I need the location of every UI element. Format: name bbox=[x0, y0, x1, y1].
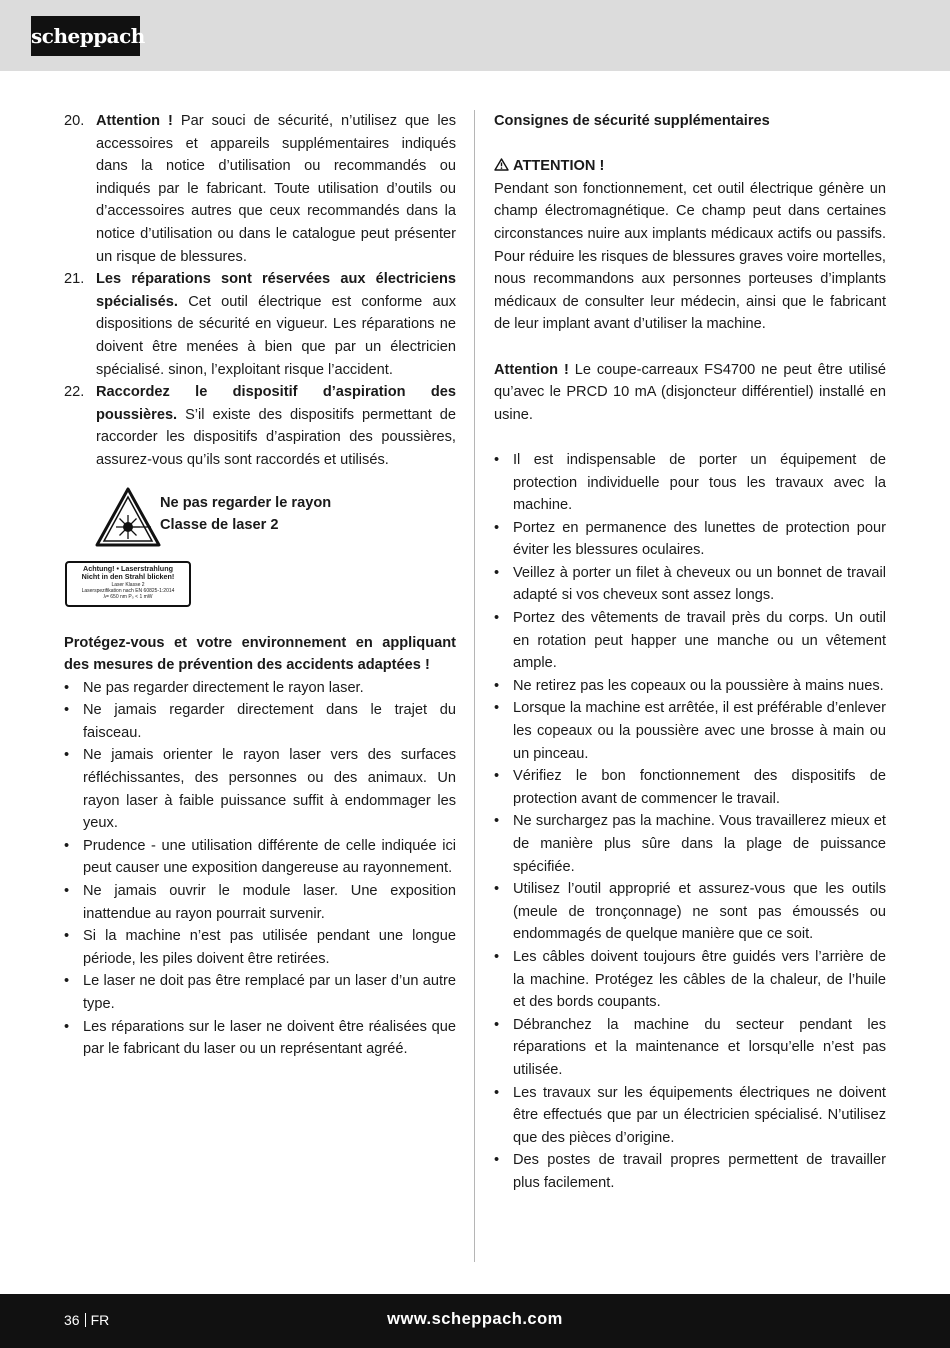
list-item bbox=[494, 697, 886, 765]
laser-warning-icon bbox=[95, 487, 161, 547]
bullet-icon: • bbox=[64, 702, 70, 719]
warning-label: ATTENTION ! bbox=[513, 158, 605, 175]
numbered-item-21 bbox=[64, 268, 456, 381]
bullet-icon: • bbox=[494, 700, 500, 717]
laser-caption-line-2: Classe de laser 2 bbox=[160, 517, 279, 534]
laser-class-label bbox=[65, 561, 191, 607]
left-column bbox=[64, 110, 456, 1061]
laser-safety-list bbox=[64, 677, 456, 1061]
laser-label-line-4: Laserspezifikation nach EN 60825-1:2014 bbox=[81, 587, 175, 594]
page-header bbox=[0, 0, 950, 71]
list-item-text: Portez des vêtements de travail près du corps. Un outil en rotation peut happer une manche ou un vêtement ample. bbox=[513, 610, 886, 672]
bullet-icon: • bbox=[494, 1152, 500, 1169]
list-item bbox=[494, 946, 886, 1014]
bullet-icon: • bbox=[494, 677, 500, 694]
page-footer bbox=[0, 1294, 950, 1348]
section-heading bbox=[494, 110, 886, 133]
bullet-icon: • bbox=[64, 883, 70, 900]
scheppach-logo: scheppach bbox=[31, 16, 140, 56]
list-item bbox=[64, 835, 456, 880]
bullet-icon: • bbox=[494, 813, 500, 830]
list-item-text: Ne jamais regarder directement dans le trajet du faisceau. bbox=[83, 702, 456, 741]
page-number-value: 36 bbox=[64, 1312, 80, 1328]
bullet-icon: • bbox=[64, 1018, 70, 1035]
list-item bbox=[494, 810, 886, 878]
section-heading-text: Consignes de sécurité supplémentaires bbox=[494, 113, 770, 129]
bullet-icon: • bbox=[494, 519, 500, 536]
bullet-icon: • bbox=[64, 679, 70, 696]
numbered-item-22 bbox=[64, 381, 456, 471]
list-item-text: Utilisez l’outil approprié et assurez-vous que les outils (meule de tronçonnage) ne sont pas émoussés ou endommagés de quelque manière que ce soit. bbox=[513, 881, 886, 943]
item-text: Cet outil électrique est conforme aux dispositions de sécurité en vigueur. Les réparations ne doivent être menées à bien que par un électricien spécialisé. sinon, l’exploitant risque l’accident. bbox=[96, 293, 456, 378]
item-text: Par souci de sécurité, n’utilisez que les accessoires et appareils supplémentaires indiqués dans la notice d’utilisation ou recommandés ou indiqués par le fabricant. Toute utilisation d’outils ou d’accessoires autres que ceux recommandés dans la notice d’utilisation ou dans le catalogue peut présenter un risque de blessures. bbox=[96, 113, 456, 265]
list-item bbox=[494, 607, 886, 675]
bullet-icon: • bbox=[64, 747, 70, 764]
laser-warning-block bbox=[64, 472, 456, 632]
list-item bbox=[64, 1016, 456, 1061]
laser-label-line-5: λ= 650 nm P₀ < 1 mW bbox=[103, 593, 153, 600]
item-number: 21. bbox=[64, 271, 85, 288]
list-item-text: Veillez à porter un filet à cheveux ou un bonnet de travail adapté si vos cheveux sont assez longs. bbox=[513, 564, 886, 604]
attention-bold: Attention ! bbox=[494, 361, 569, 378]
list-item bbox=[64, 677, 456, 700]
bullet-icon: • bbox=[64, 837, 70, 854]
list-item bbox=[494, 562, 886, 607]
column-divider bbox=[474, 110, 475, 1262]
item-number: 22. bbox=[64, 384, 85, 401]
attention-text: Le coupe-carreaux FS4700 ne peut être utilisé qu’avec le PRCD 10 mA (disjoncteur différentiel) installé en usine. bbox=[494, 361, 886, 423]
laser-label-line-2: Nicht in den Strahl blicken! bbox=[81, 572, 175, 581]
list-item bbox=[64, 744, 456, 834]
list-item bbox=[64, 699, 456, 744]
list-item-text: Des postes de travail propres permettent de travailler plus facilement. bbox=[513, 1152, 886, 1191]
list-item bbox=[494, 449, 886, 517]
bullet-icon: • bbox=[494, 610, 500, 627]
warning-title bbox=[494, 155, 886, 178]
protect-heading-text: Protégez-vous et votre environnement en appliquant des mesures de prévention des accidents adaptées ! bbox=[64, 634, 456, 674]
laser-caption bbox=[160, 492, 331, 537]
list-item bbox=[494, 1149, 886, 1194]
protect-heading bbox=[64, 632, 456, 677]
list-item-text: Prudence - une utilisation différente de celle indiquée ici peut causer une exposition dangereuse au rayonnement. bbox=[83, 837, 456, 877]
item-text: S’il existe des dispositifs permettant de raccorder les dispositifs d’aspiration des poussières, assurez-vous qu’ils sont raccordés et utilisés. bbox=[96, 406, 456, 468]
list-item-text: Les travaux sur les équipements électriques ne doivent être effectués que par un électricien spécialisé. N’utilisez que des pièces d’origine. bbox=[513, 1084, 886, 1146]
list-item-text: Débranchez la machine du secteur pendant les réparations et la maintenance et lorsqu’elle n’est pas utilisée. bbox=[513, 1016, 886, 1078]
right-column bbox=[494, 110, 886, 1195]
list-item-text: Ne surchargez pas la machine. Vous travaillerez mieux et de manière plus sûre dans la plage de puissance spécifiée. bbox=[513, 813, 886, 875]
list-item bbox=[494, 517, 886, 562]
bullet-icon: • bbox=[494, 1084, 500, 1101]
list-item bbox=[64, 970, 456, 1015]
list-item-text: Vérifiez le bon fonctionnement des dispositifs de protection avant de commencer le travail. bbox=[513, 768, 886, 807]
item-bold-lead: Raccordez le dispositif d’aspiration des poussières. bbox=[96, 384, 456, 423]
bullet-icon: • bbox=[494, 881, 500, 898]
list-item bbox=[494, 675, 886, 698]
list-item-text: Les réparations sur le laser ne doivent être réalisées que par le fabricant du laser ou un représentant agréé. bbox=[83, 1018, 456, 1058]
list-item-text: Ne jamais ouvrir le module laser. Une exposition inattendue au rayon pourrait survenir. bbox=[83, 883, 456, 922]
list-item-text: Ne jamais orienter le rayon laser vers des surfaces réfléchissantes, des personnes ou des animaux. Un rayon laser à faible puissance suffit à endommager les yeux. bbox=[83, 747, 456, 832]
bullet-icon: • bbox=[494, 1016, 500, 1033]
spacer bbox=[494, 336, 886, 359]
list-item-text: Portez en permanence des lunettes de protection pour éviter les blessures oculaires. bbox=[513, 519, 886, 559]
warning-triangle-icon bbox=[494, 158, 509, 171]
list-item-text: Si la machine n’est pas utilisée pendant une longue période, les piles doivent être retirées. bbox=[83, 928, 456, 967]
list-item bbox=[494, 765, 886, 810]
attention-paragraph bbox=[494, 359, 886, 427]
spacer bbox=[494, 133, 886, 156]
item-number: 20. bbox=[64, 113, 85, 129]
bullet-icon: • bbox=[494, 451, 500, 468]
bullet-icon: • bbox=[494, 564, 500, 581]
list-item bbox=[64, 925, 456, 970]
item-bold-lead: Attention ! bbox=[96, 113, 173, 129]
list-item-text: Les câbles doivent toujours être guidés vers l’arrière de la machine. Protégez les câbles de la chaleur, de l’huile et des bords coupants. bbox=[513, 948, 886, 1011]
list-item-text: Il est indispensable de porter un équipement de protection individuelle pour tous les travaux avec la machine. bbox=[513, 451, 886, 514]
laser-label-line-3: Laser Klasse 2 bbox=[111, 581, 145, 588]
list-item-text: Lorsque la machine est arrêtée, il est préférable d’enlever les copeaux ou la poussière avec une brosse à main ou un pinceau. bbox=[513, 700, 886, 762]
list-item bbox=[494, 1014, 886, 1082]
website-link[interactable]: www.scheppach.com bbox=[387, 1310, 563, 1328]
safety-list bbox=[494, 449, 886, 1195]
bullet-icon: • bbox=[494, 768, 500, 785]
bullet-icon: • bbox=[64, 973, 70, 990]
laser-label-line-1: Achtung! • Laserstrahlung bbox=[83, 563, 173, 573]
item-bold-lead: Les réparations sont réservées aux électriciens spécialisés. bbox=[96, 271, 456, 310]
list-item bbox=[494, 878, 886, 946]
list-item bbox=[494, 1082, 886, 1150]
list-item bbox=[64, 880, 456, 925]
list-item-text: Ne retirez pas les copeaux ou la poussière à mains nues. bbox=[513, 677, 884, 694]
laser-caption-line-1: Ne pas regarder le rayon bbox=[160, 494, 332, 511]
spacer bbox=[494, 426, 886, 449]
numbered-item-20 bbox=[64, 110, 456, 268]
bullet-icon: • bbox=[494, 948, 500, 965]
list-item-text: Le laser ne doit pas être remplacé par un laser d’un autre type. bbox=[83, 973, 456, 1012]
bullet-icon: • bbox=[64, 928, 70, 945]
language-code: FR bbox=[90, 1312, 110, 1328]
warning-paragraph: Pendant son fonctionnement, cet outil électrique génère un champ électromagnétique. Ce champ peut dans certaines circonstances nuire aux implants médicaux actifs ou passifs. Pour réduire les risques de blessures graves voire mortelles, nous recommandons aux personnes porteuses d’implants médicaux de consulter leur médecin, ainsi que le fabricant de leur implant avant d’utiliser la machine. bbox=[494, 180, 886, 333]
list-item-text: Ne pas regarder directement le rayon laser. bbox=[83, 679, 364, 696]
